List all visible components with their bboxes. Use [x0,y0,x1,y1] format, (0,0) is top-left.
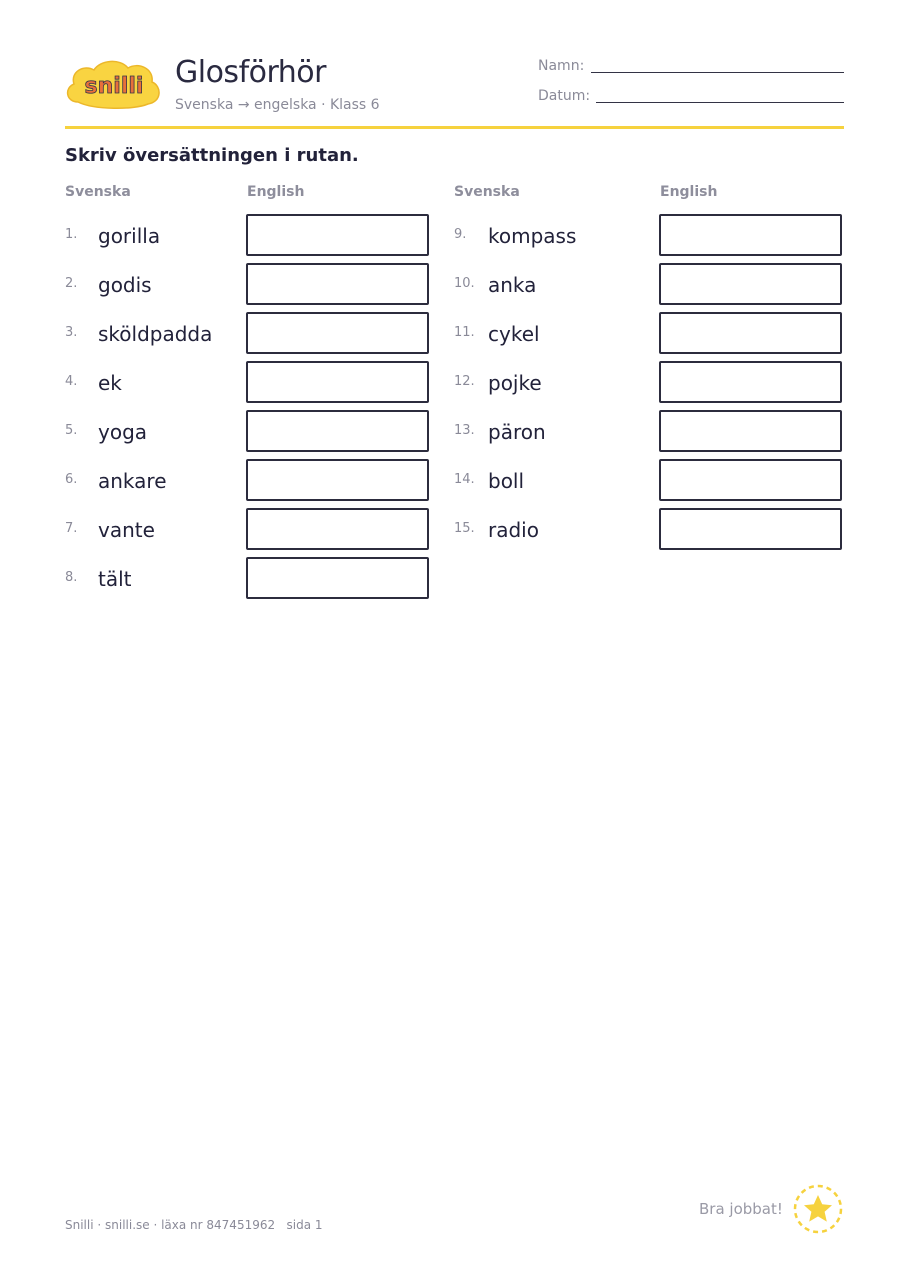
answer-box[interactable] [246,361,429,403]
answer-box[interactable] [659,214,842,256]
column-header-source-right: Svenska [454,184,520,200]
item-number: 3. [65,325,78,340]
footer-text: Snilli · snilli.se · läxa nr 847451962 sida 1 [65,1218,323,1232]
item-number: 10. [454,276,475,291]
swedish-word: ankare [98,469,167,493]
praise-text: Bra jobbat! [699,1200,783,1218]
item-number: 1. [65,227,78,242]
date-line[interactable] [596,102,844,103]
swedish-word: radio [488,518,539,542]
swedish-word: cykel [488,322,540,346]
swedish-word: tält [98,567,132,591]
vocab-row [65,214,430,256]
swedish-word: ek [98,371,122,395]
vocab-row [454,361,844,403]
vocab-row [454,214,844,256]
star-icon [793,1184,843,1234]
page-title: Glosförhör [175,55,326,90]
item-number: 15. [454,521,475,536]
answer-box[interactable] [659,508,842,550]
snilli-logo [64,56,164,112]
vocab-row [454,312,844,354]
svg-text:snilli: snilli [84,74,144,99]
vocab-row [454,410,844,452]
answer-box[interactable] [246,214,429,256]
answer-box[interactable] [659,410,842,452]
item-number: 4. [65,374,78,389]
vocab-row [65,361,430,403]
column-header-source-left: Svenska [65,184,131,200]
answer-box[interactable] [246,459,429,501]
swedish-word: sköldpadda [98,322,213,346]
logo-cloud-icon [64,56,164,112]
header-divider [65,126,844,129]
name-line[interactable] [591,72,844,73]
answer-box[interactable] [659,459,842,501]
date-label: Datum: [538,88,591,104]
swedish-word: pojke [488,371,542,395]
vocab-row [454,459,844,501]
swedish-word: boll [488,469,525,493]
answer-box[interactable] [246,508,429,550]
instruction-text: Skriv översättningen i rutan. [65,145,359,166]
item-number: 9. [454,227,467,242]
swedish-word: kompass [488,224,577,248]
item-number: 6. [65,472,78,487]
answer-box[interactable] [246,263,429,305]
vocab-row [65,312,430,354]
answer-box[interactable] [246,557,429,599]
item-number: 13. [454,423,475,438]
column-header-target-left: English [247,184,305,200]
page-subtitle: Svenska → engelska · Klass 6 [175,97,380,113]
vocab-row [454,508,844,550]
item-number: 14. [454,472,475,487]
answer-box[interactable] [659,312,842,354]
item-number: 7. [65,521,78,536]
swedish-word: godis [98,273,152,297]
answer-box[interactable] [246,312,429,354]
item-number: 2. [65,276,78,291]
answer-box[interactable] [659,263,842,305]
column-header-target-right: English [660,184,718,200]
name-label: Namn: [538,58,585,74]
item-number: 12. [454,374,475,389]
vocab-row [65,410,430,452]
swedish-word: yoga [98,420,148,444]
vocab-row [65,459,430,501]
vocab-row [65,557,430,599]
vocab-row [65,508,430,550]
item-number: 8. [65,570,78,585]
swedish-word: päron [488,420,546,444]
swedish-word: vante [98,518,155,542]
vocab-row [65,263,430,305]
vocab-row [454,263,844,305]
answer-box[interactable] [659,361,842,403]
item-number: 5. [65,423,78,438]
item-number: 11. [454,325,475,340]
answer-box[interactable] [246,410,429,452]
swedish-word: gorilla [98,224,161,248]
swedish-word: anka [488,273,537,297]
